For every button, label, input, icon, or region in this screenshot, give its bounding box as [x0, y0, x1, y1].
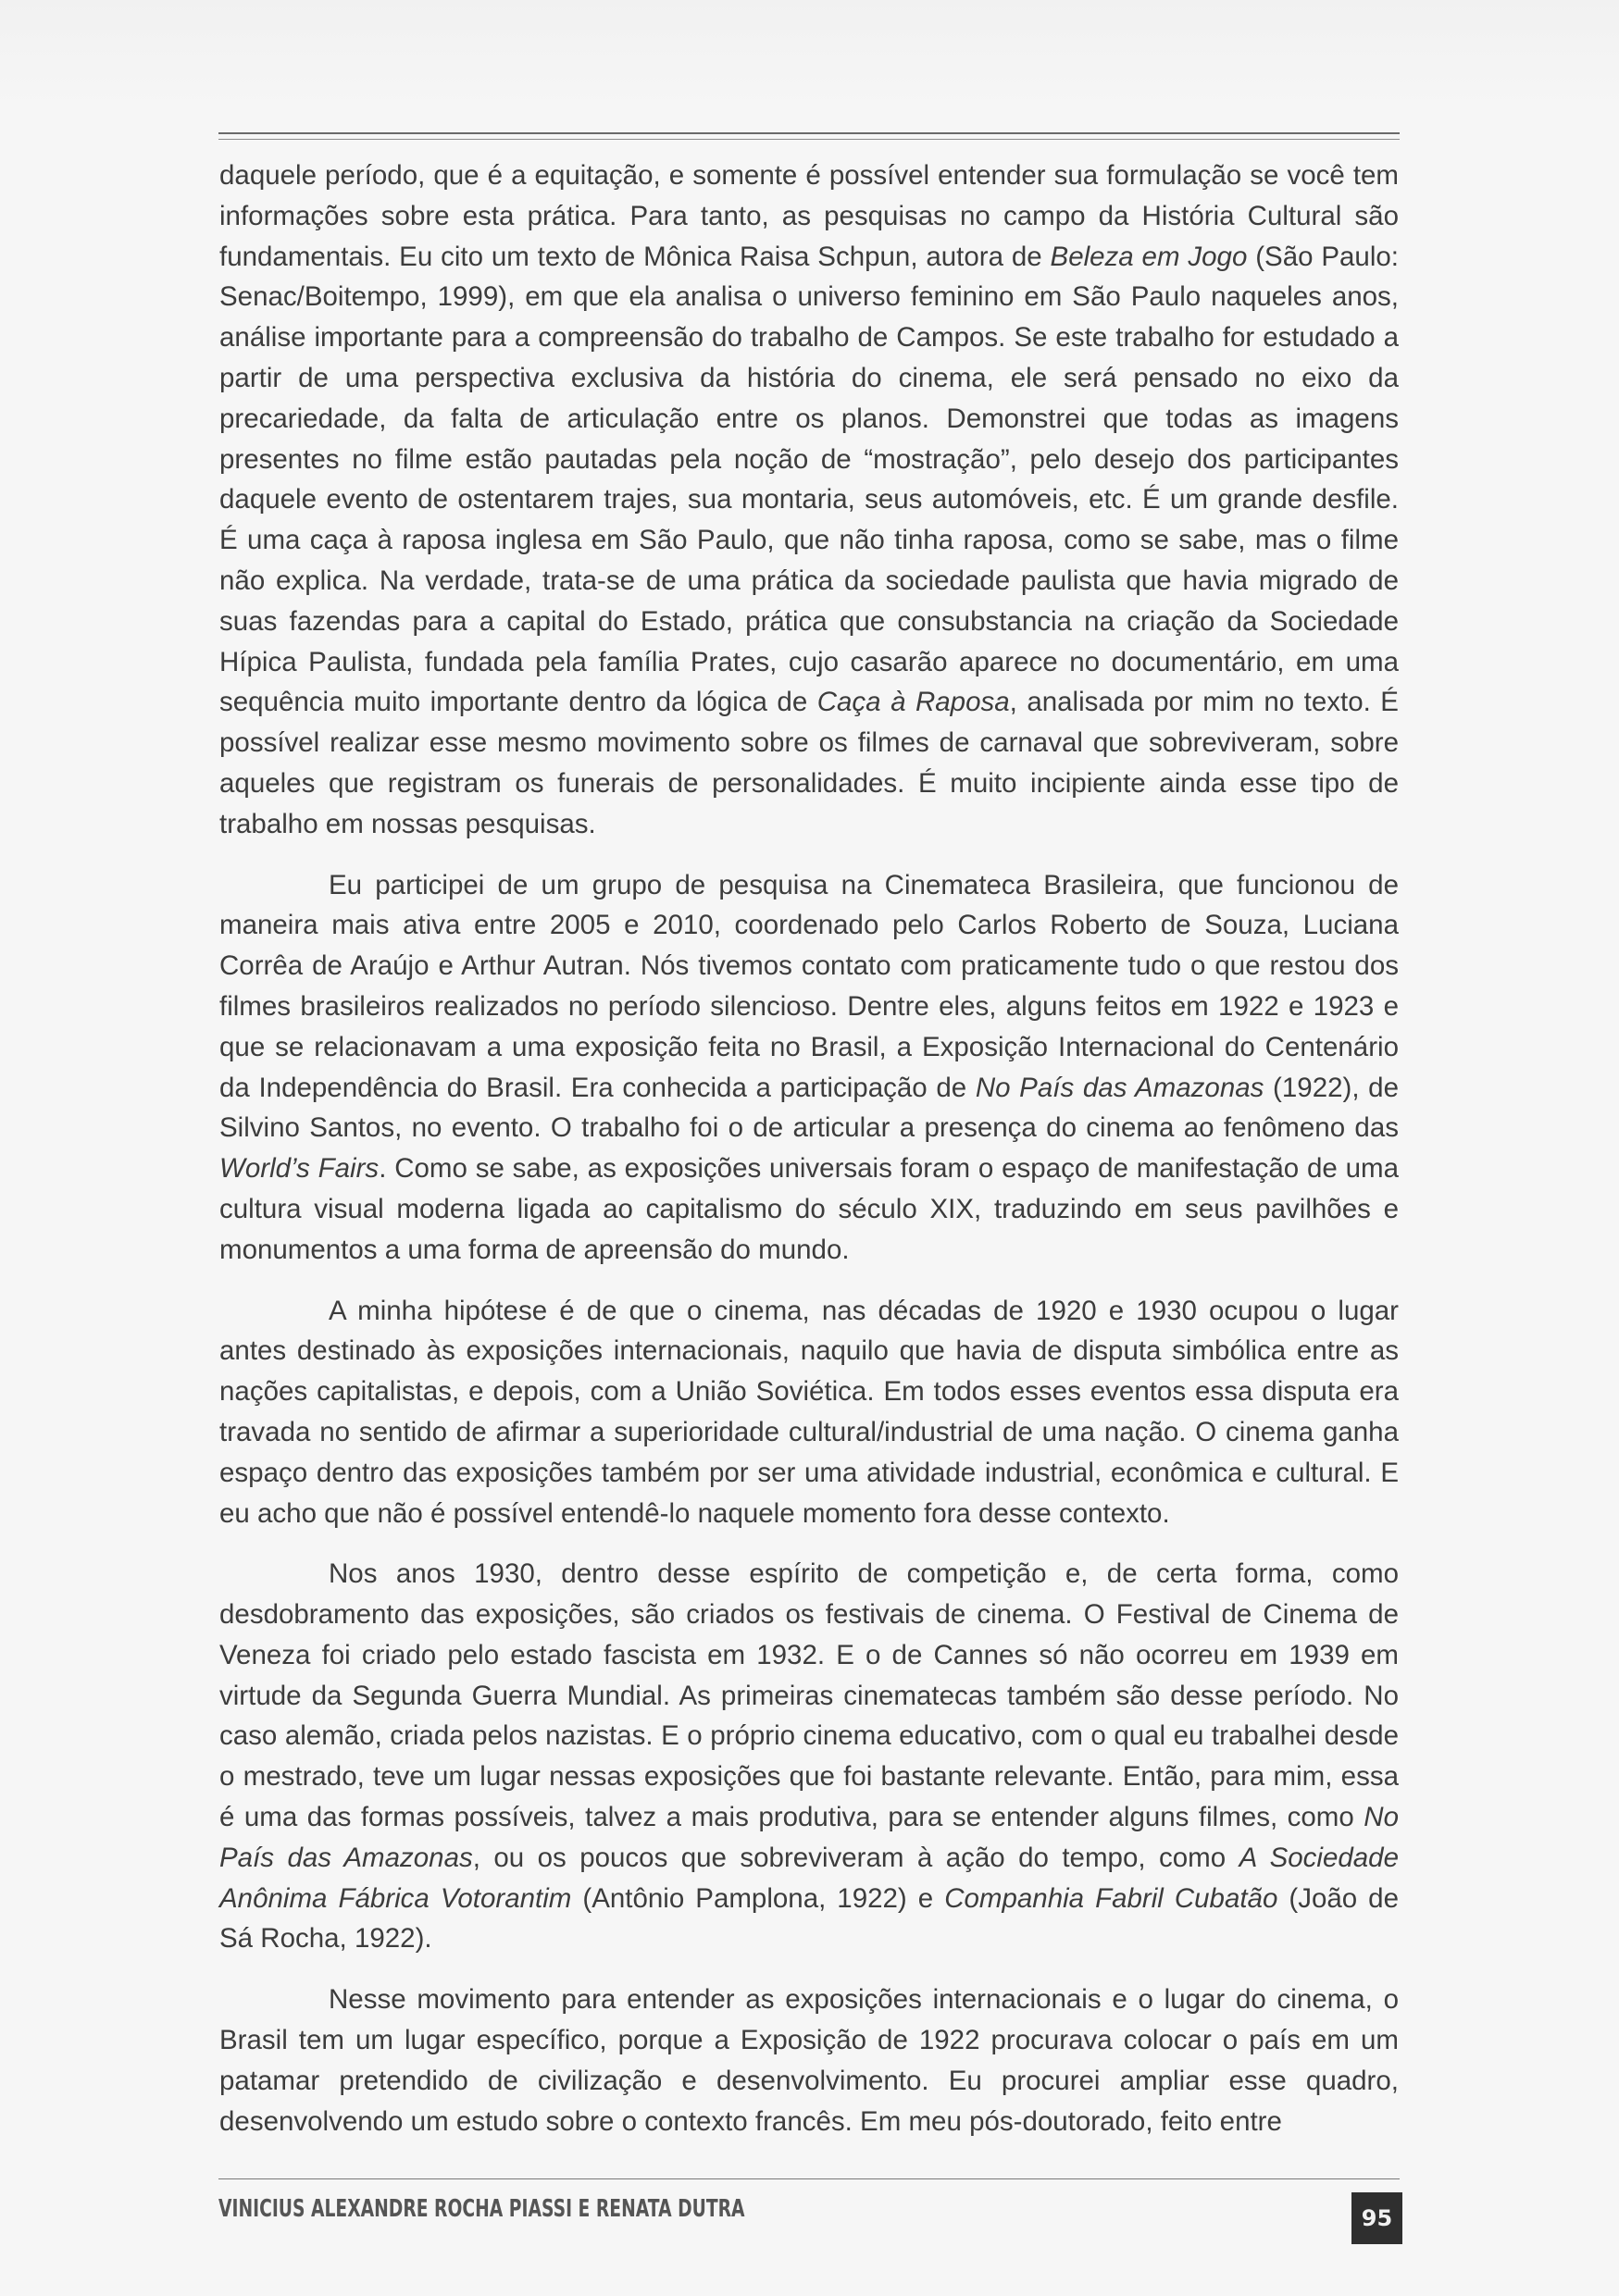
text-run: (João de Sá Rocha, 1922).: [219, 1882, 1399, 1955]
page-number: 95: [1351, 2192, 1402, 2244]
paragraph: [219, 1980, 1399, 2141]
text-run: (São Paulo: Senac/Boitempo, 1999), em que ela analisa o universo feminino em São Paulo naqueles anos, análise importante para a compreensão do trabalho de Campos. Se este trabalho for estudado a partir de uma perspectiva exclusiva da história do cinema, ele será pensado no eixo da precariedade, da falta de articulação entre os planos. Demonstrei que todas as imagens presentes no filme estão pautadas pela noção de “mostração”, pelo desejo dos participantes daquele evento de ostentarem trajes, sua montaria, seus automóveis, etc. É um grande desfile. É uma caça à raposa inglesa em São Paulo, que não tinha raposa, como se sabe, mas o filme não explica. Na verdade, trata-se de uma prática da sociedade paulista que havia migrado de suas fazendas para a capital do Estado, prática que consubstancia na criação da Sociedade Hípica Paulista, fundada pela família Prates, cujo casarão aparece no documentário, em uma sequência muito importante dentro da lógica de: [219, 241, 1399, 718]
text-run: A minha hipótese é de que o cinema, nas décadas de 1920 e 1930 ocupou o lugar antes destinado às exposições internacionais, naquilo que havia de disputa simbólica entre as nações capitalistas, e depois, com a União Soviética. Em todos esses eventos essa disputa era travada no sentido de afirmar a superioridade cultural/industrial de uma nação. O cinema ganha espaço dentro das exposições também por ser uma atividade industrial, econômica e cultural. E eu acho que não é possível entendê-lo naquele momento fora desse contexto.: [219, 1295, 1399, 1529]
body-text: [219, 155, 1399, 2162]
text-run: Nos anos 1930, dentro desse espírito de competição e, de certa forma, como desdobramento das exposições, são criados os festivais de cinema. O Festival de Cinema de Veneza foi criado pelo estado fascista em 1932. E o de Cannes só não ocorreu em 1939 em virtude da Segunda Guerra Mundial. As primeiras cinematecas também são desse período. No caso alemão, criada pelos nazistas. E o próprio cinema educativo, com o qual eu trabalhei desde o mestrado, teve um lugar nessas exposições que foi bastante relevante. Então, para mim, essa é uma das formas possíveis, talvez a mais produtiva, para se entender alguns filmes, como: [219, 1558, 1399, 1833]
italic-title: Companhia Fabril Cubatão: [944, 1882, 1278, 1914]
italic-title: No País das Amazonas: [219, 1802, 1399, 1873]
text-run: Eu participei de um grupo de pesquisa na Cinemateca Brasileira, que funcionou de maneira mais ativa entre 2005 e 2010, coordenado pelo Carlos Roberto de Souza, Luciana Corrêa de Araújo e Arthur Autran. Nós tivemos contato com praticamente tudo o que restou dos filmes brasileiros realizados no período silencioso. Dentre eles, alguns feitos em 1922 e 1923 e que se relacionavam a uma exposição feita no Brasil, a Exposição Internacional do Centenário da Independência do Brasil. Era conhecida a participação de: [219, 869, 1399, 1103]
italic-title: Beleza em Jogo: [1050, 241, 1248, 272]
paragraph: [219, 1554, 1399, 1959]
text-run: Nesse movimento para entender as exposições internacionais e o lugar do cinema, o Brasil tem um lugar específico, porque a Exposição de 1922 procurava colocar o país em um patamar pretendido de civilização e desenvolvimento. Eu procurei ampliar esse quadro, desenvolvendo um estudo sobre o contexto francês. Em meu pós-doutorado, feito entre: [219, 1984, 1399, 2137]
paragraph: [219, 865, 1399, 1271]
text-run: . Como se sabe, as exposições universais foram o espaço de manifestação de uma cultura visual moderna ligada ao capitalismo do século XIX, traduzindo em seus pavilhões e monumentos a uma forma de apreensão do mundo.: [219, 1153, 1400, 1265]
header-double-rule: [218, 132, 1400, 140]
footer-authors: VINICIUS ALEXANDRE ROCHA PIASSI E RENATA DUTRA: [218, 2195, 745, 2223]
paragraph: [219, 1291, 1399, 1534]
text-run: , analisada por mim no texto. É possível realizar esse mesmo movimento sobre os filmes de carnaval que sobreviveram, sobre aqueles que registram os funerais de personalidades. É muito incipiente ainda esse tipo de trabalho em nossas pesquisas.: [219, 687, 1399, 839]
text-run: (1922), de Silvino Santos, no evento. O trabalho foi o de articular a presença do cinema ao fenômeno das: [219, 1072, 1399, 1144]
text-run: daquele período, que é a equitação, e somente é possível entender sua formulação se você tem informações sobre esta prática. Para tanto, as pesquisas no campo da História Cultural são fundamentais. Eu cito um texto de Mônica Raisa Schpun, autora de: [219, 160, 1399, 272]
italic-title: Caça à Raposa: [816, 687, 1010, 718]
text-run: (Antônio Pamplona, 1922) e: [571, 1882, 945, 1914]
italic-title: World’s Fairs: [219, 1153, 380, 1185]
italic-title: A Sociedade Anônima Fábrica Votorantim: [219, 1842, 1399, 1914]
italic-title: No País das Amazonas: [975, 1072, 1264, 1103]
paragraph: [219, 155, 1399, 845]
footer-rule: [218, 2178, 1400, 2179]
text-run: , ou os poucos que sobreviveram à ação do tempo, como: [472, 1842, 1239, 1873]
